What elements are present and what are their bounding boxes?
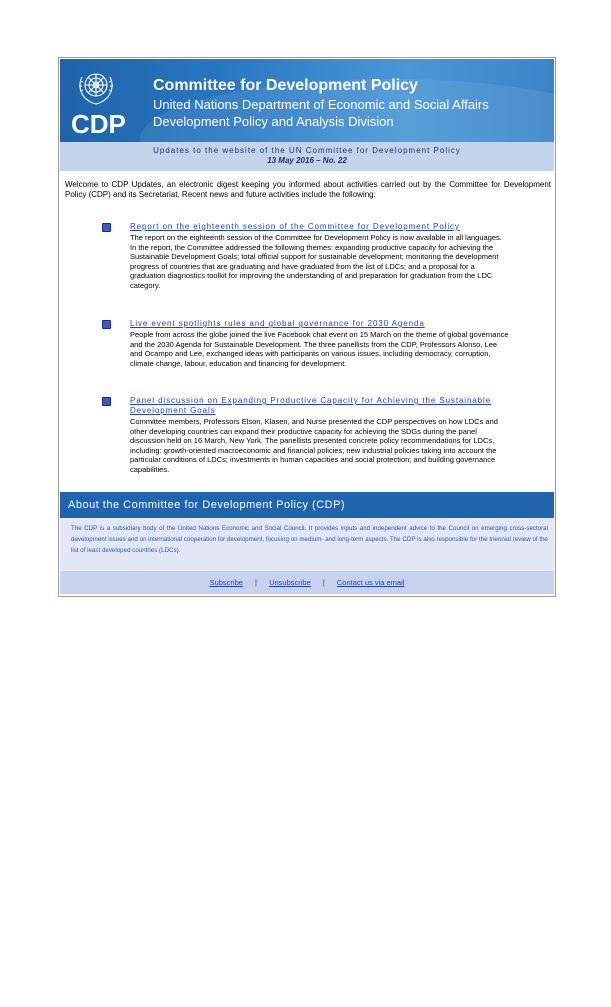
updates-bar — [60, 142, 554, 171]
updates-title: Updates to the website of the UN Committee for Development Policy — [153, 146, 461, 155]
about-bar — [60, 492, 554, 518]
unsubscribe-link[interactable]: Unsubscribe — [269, 578, 311, 587]
newsletter-frame — [58, 57, 556, 597]
bullet-icon — [102, 320, 111, 329]
about-text: The CDP is a subsidiary body of the United Nations Economic and Social Council. It provides inputs and independent advice to the Council on emerging cross-sectoral development issues and on international cooperation for development, focusing on medium- and long-term aspects. The CDP is also responsible for the triennial review of the list of least developed countries (LDCs). — [60, 518, 554, 571]
un-emblem-icon — [74, 65, 118, 109]
news-item-link[interactable]: Live event spotlights rules and global governance for 2030 Agenda — [130, 319, 425, 328]
news-item-body: People from across the globe joined the live Facebook chat event on 15 March on the theme of global governance and the 2030 Agenda for Sustainable Development. The three panellists from the CDP, Professors Alonso, Lee and Ocampo and Lee, exchanged ideas with participants on various issues, including democracy, corruption, climate change, labour, education and financing for development. — [130, 330, 509, 368]
news-item-link[interactable]: Panel discussion on Expanding Productive Capacity for Achieving the Sustainable Development Goals — [130, 396, 492, 415]
footer-links — [60, 571, 554, 594]
banner-title: Committee for Development Policy — [153, 77, 418, 94]
news-item-body: Committee members, Professors Elson, Klasen, and Nurse presented the CDP perspectives on how LDCs and other developing countries can expand their productive capacity for achieving the SDGs during the panel discussion held on 16 March, New York. The panellists presented concrete policy recommendations for LDCs, including: growth-oriented macroeconomic and financial policies; new industrial policies taking into account the particular conditions of LDCs; investments in human capacities and social protection; and building governance capabilities. — [130, 417, 498, 474]
contact-email-link[interactable]: Contact us via email — [336, 578, 405, 587]
intro-text: Welcome to CDP Updates, an electronic digest keeping you informed about activities carried out by the Committee for Development Policy (CDP) and its Secretariat. Recent news and future activities include the following: — [65, 180, 551, 199]
banner-subtitle-division: Development Policy and Analysis Division — [153, 114, 394, 129]
bullet-icon — [102, 223, 111, 232]
cdp-logo: CDP — [71, 109, 126, 139]
about-title: About the Committee for Development Policy (CDP) — [68, 499, 346, 511]
news-item-body: The report on the eighteenth session of the Committee for Development Policy is now available in all languages. In the report, the Committee addressed the following themes: expanding productive capacity for achieving the Sustainable Development Goals; total official support for sustainable development; monitoring the development progress of countries that are graduating and have graduated from the list of LDCs; and a proposal for a graduation diagnostics toolkit for improving the understanding of and preparation for graduation from the LDC category. — [130, 233, 502, 290]
news-item-link[interactable]: Report on the eighteenth session of the Committee for Development Policy — [130, 222, 460, 231]
footer-separator: | — [322, 578, 325, 587]
subscribe-link[interactable]: Subscribe — [209, 578, 243, 587]
footer-separator: | — [255, 578, 257, 587]
updates-date: 13 May 2016 – No. 22 — [267, 156, 347, 165]
header-banner — [60, 59, 554, 142]
banner-subtitle-department: United Nations Department of Economic and Social Affairs — [153, 97, 489, 112]
bullet-icon — [102, 397, 111, 406]
